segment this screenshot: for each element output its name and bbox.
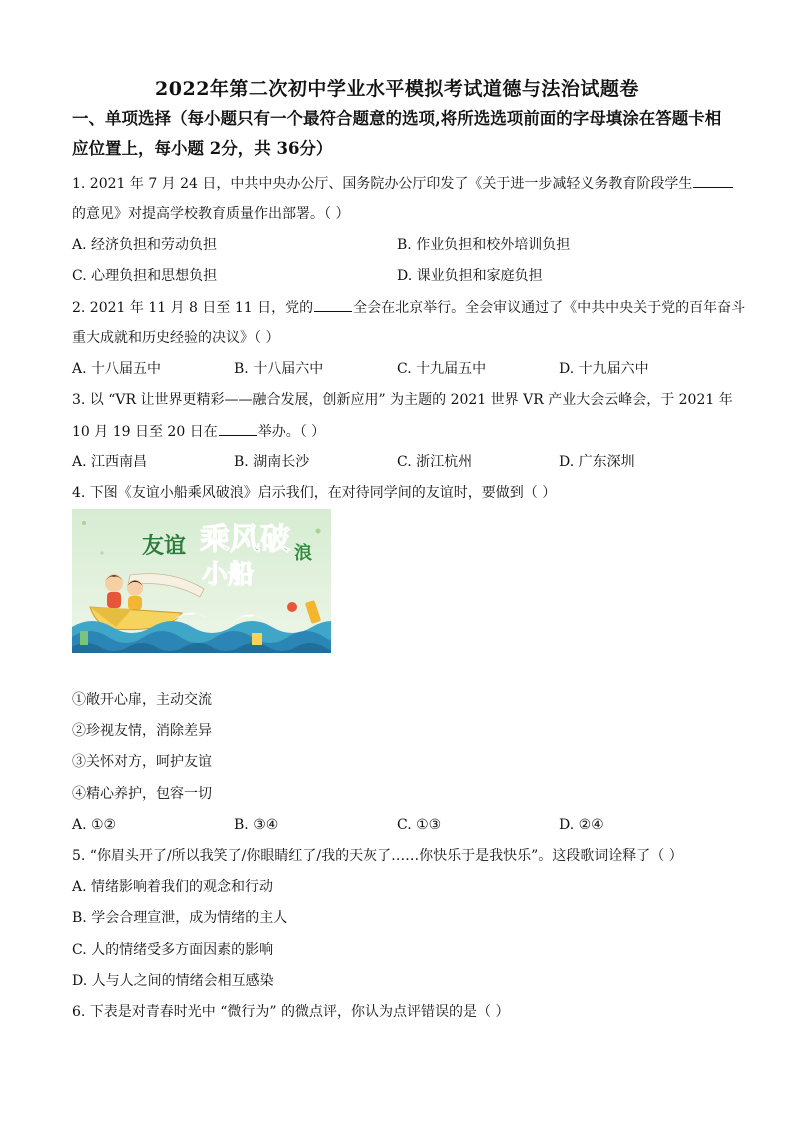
- floating-block: [80, 631, 88, 645]
- q2-text-line2: 重大成就和历史经验的决议》（ ）: [72, 330, 280, 346]
- decor-dot: [100, 551, 103, 554]
- q5-option-d: D. 人与人之间的情绪会相互感染: [72, 973, 274, 989]
- q3-text-line1: 3. 以 “VR 让世界更精彩——融合发展，创新应用” 为主题的 2021 世界 VR 产业大会云峰会，于 2021 年: [72, 392, 733, 408]
- child-left-body: [107, 592, 121, 608]
- child-right-head: [127, 580, 143, 596]
- q3-answer-blank: [219, 421, 257, 436]
- q2-option-b: B. 十八届六中: [234, 361, 324, 377]
- q3-option-d: D. 广东深圳: [559, 454, 635, 470]
- q5-option-b: B. 学会合理宣泄，成为情绪的主人: [72, 910, 288, 926]
- page-title: 2022年第二次初中学业水平模拟考试道德与法治试题卷: [155, 78, 639, 100]
- q2-text-line1: 2. 2021 年 11 月 8 日至 11 日，党的 全会在北京举行。全会审议通过了《中共中央关于党的百年奋斗: [72, 297, 745, 318]
- q1-option-c: C. 心理负担和思想负担: [72, 268, 218, 284]
- decor-dot: [82, 521, 86, 525]
- q5-text-line1: 5. “你眉头开了/所以我笑了/你眼睛红了/我的天灰了……你快乐于是我快乐”。这段歌词诠释了（ ）: [72, 848, 683, 864]
- q2-option-d: D. 十九届六中: [559, 361, 649, 377]
- q4-option-d: D. ②④: [559, 817, 604, 833]
- q1-text-line1: 1. 2021 年 7 月 24 日，中共中央办公厅、国务院办公厅印发了《关于进一步减轻义务教育阶段学生: [72, 173, 734, 194]
- q4-statement-2: ②珍视友情，消除差异: [72, 723, 212, 739]
- q1-option-a: A. 经济负担和劳动负担: [72, 237, 218, 253]
- q2-answer-blank: [314, 297, 352, 312]
- q4-option-c: C. ①③: [397, 817, 442, 833]
- q2-option-c: C. 十九届五中: [397, 361, 487, 377]
- q3-text-line2: 10 月 19 日至 20 日在 举办。（ ）: [72, 421, 325, 442]
- child-right-body: [128, 596, 142, 610]
- section-heading-line2: 应位置上，每小题 2分，共 36分）: [72, 139, 333, 158]
- q5-option-c: C. 人的情绪受多方面因素的影响: [72, 942, 274, 958]
- q3-option-b: B. 湖南长沙: [234, 454, 310, 470]
- q4-statement-1: ①敞开心扉，主动交流: [72, 692, 212, 708]
- decor-dot: [316, 529, 321, 534]
- section-heading-line1: 一、单项选择（每小题只有一个最符合题意的选项,将所选选项前面的字母填涂在答题卡相: [72, 109, 722, 128]
- floating-block: [252, 633, 262, 645]
- q1-text-line2: 的意见》对提高学校教育质量作出部署。（ ）: [72, 206, 350, 222]
- illustration-svg: [72, 509, 331, 653]
- q2-option-a: A. 十八届五中: [72, 361, 162, 377]
- q4-statement-3: ③关怀对方，呵护友谊: [72, 754, 212, 770]
- illustration-text-lang: 浪: [294, 543, 312, 564]
- illustration-text-chengfengpo: 乘风破: [200, 522, 290, 557]
- q6-text-line1: 6. 下表是对青春时光中 “微行为” 的微点评，你认为点评错误的是（ ）: [72, 1004, 510, 1020]
- q3-option-c: C. 浙江杭州: [397, 454, 473, 470]
- illustration-text-youyi: 友谊: [142, 534, 187, 559]
- q4-statement-4: ④精心养护，包容一切: [72, 786, 212, 802]
- q4-option-a: A. ①②: [72, 817, 117, 833]
- q5-option-a: A. 情绪影响着我们的观念和行动: [72, 879, 274, 895]
- q4-text-line1: 4. 下图《友谊小船乘风破浪》启示我们，在对待同学间的友谊时，要做到（ ）: [72, 485, 557, 501]
- q1-option-d: D. 课业负担和家庭负担: [397, 268, 543, 284]
- illustration-text-xiaochuan: 小船: [202, 560, 255, 590]
- q4-option-b: B. ③④: [234, 817, 279, 833]
- floating-ball: [287, 602, 297, 612]
- q1-answer-blank: [693, 173, 733, 188]
- q1-option-b: B. 作业负担和校外培训负担: [397, 237, 571, 253]
- q3-option-a: A. 江西南昌: [72, 454, 148, 470]
- friendship-boat-illustration: [72, 509, 331, 653]
